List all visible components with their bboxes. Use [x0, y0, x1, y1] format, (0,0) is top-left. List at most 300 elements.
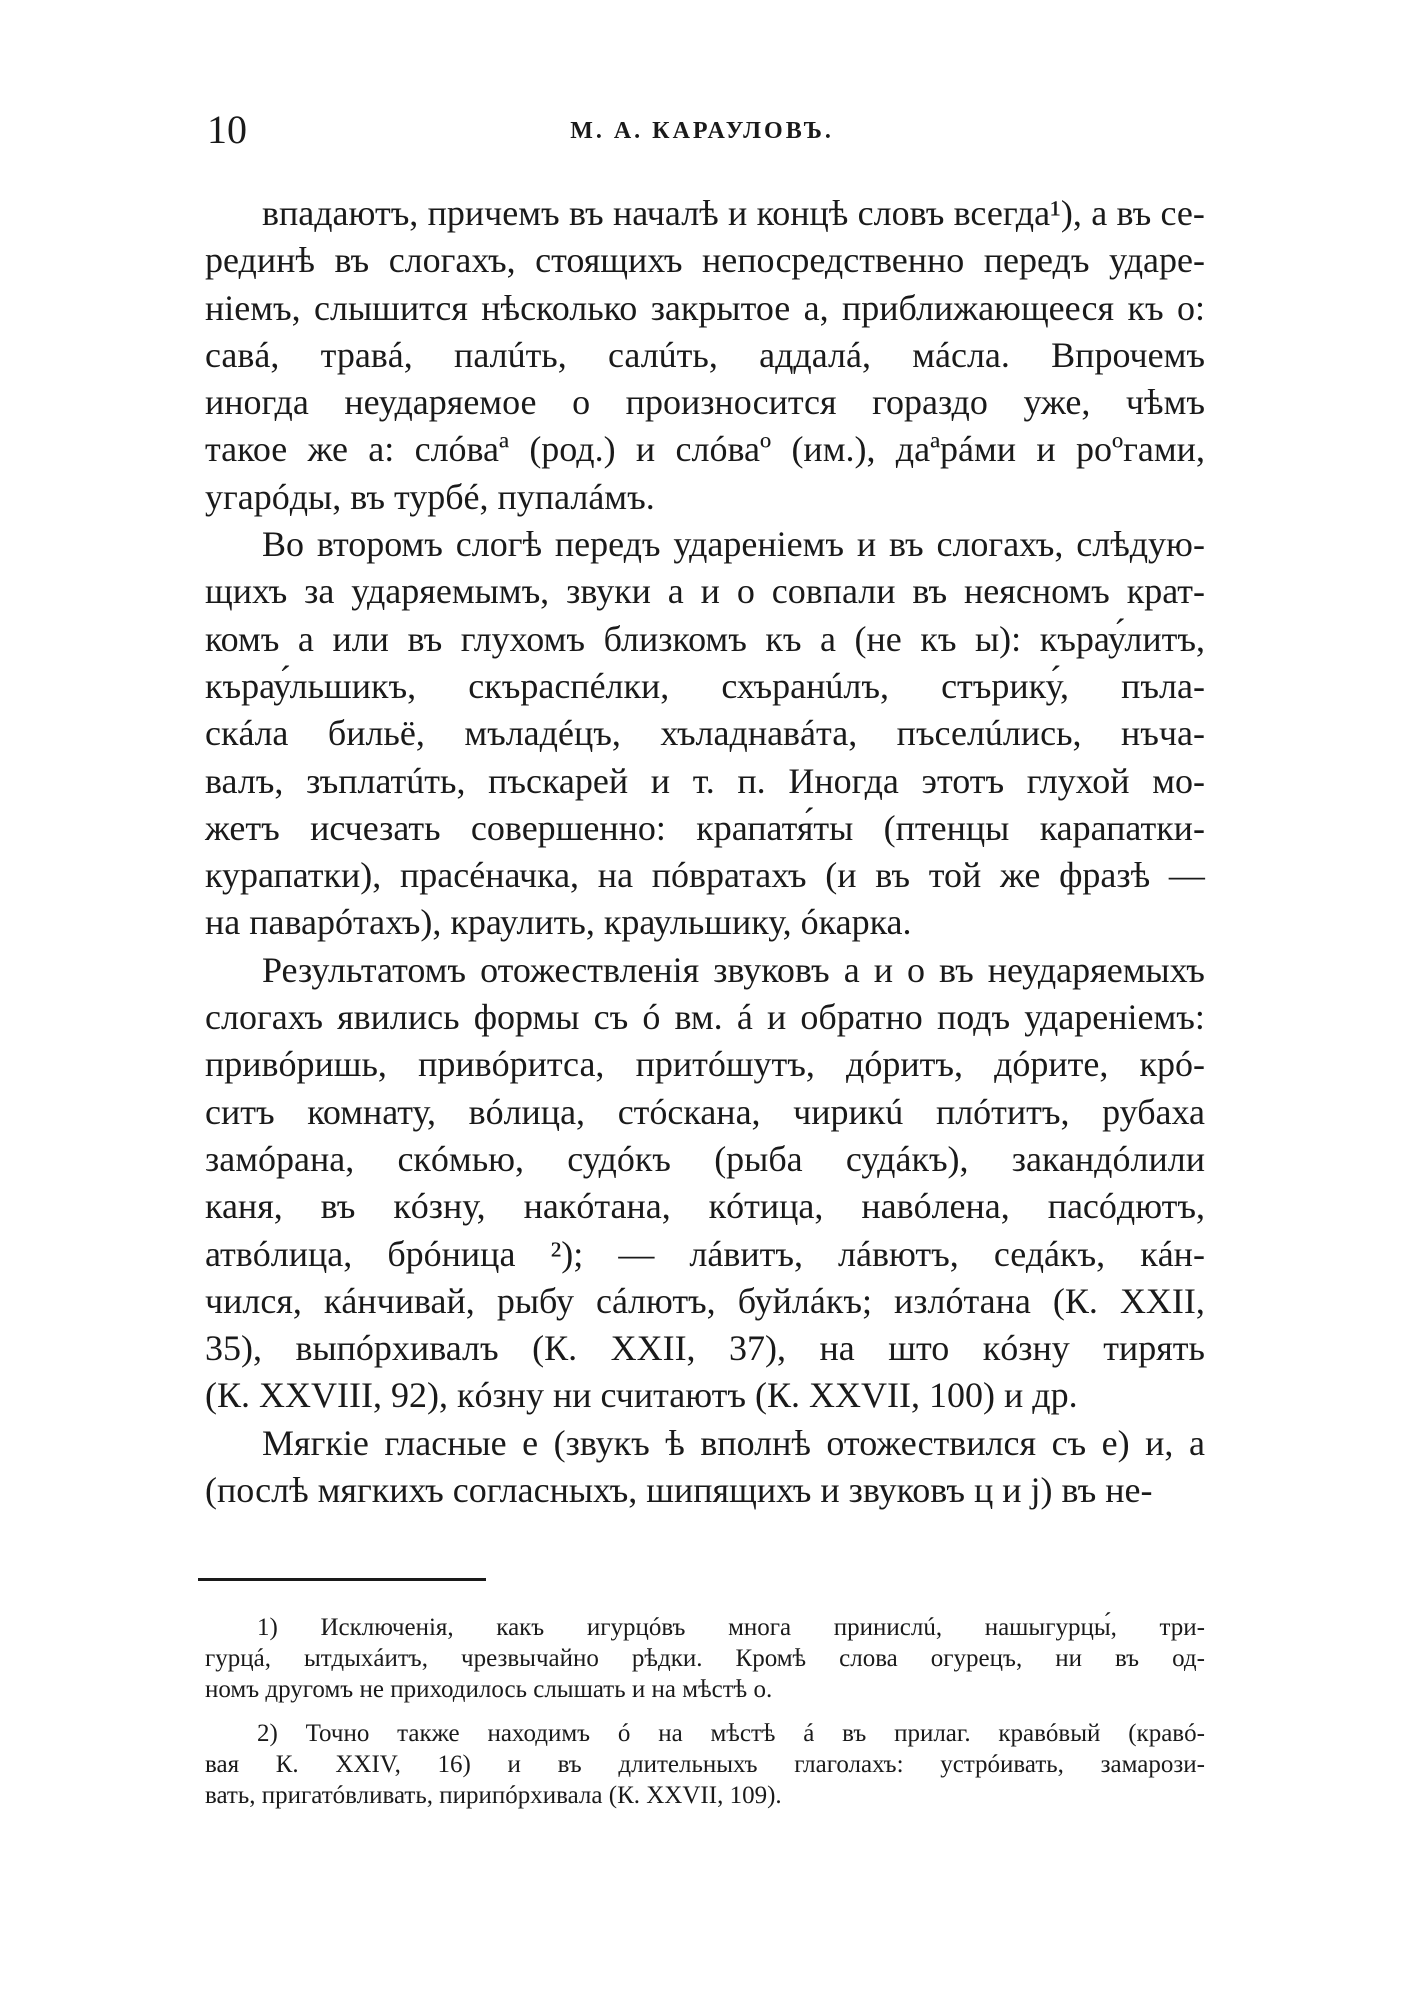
word: гурцá, [205, 1645, 271, 1672]
text-line [205, 805, 1205, 852]
word: въ [939, 949, 974, 990]
word: атвóлица, [205, 1233, 353, 1274]
word: стоящихъ [535, 240, 683, 281]
word: скóмью, [397, 1138, 525, 1179]
word: т. [692, 760, 715, 801]
word: кóзну, [393, 1186, 486, 1227]
word: той [928, 855, 982, 896]
word: 16) [437, 1751, 471, 1778]
word: (кравó- [1128, 1720, 1205, 1747]
word: 109). [729, 1782, 782, 1809]
word: принислú, [833, 1614, 943, 1641]
word: въ [350, 476, 394, 517]
footnote-line [205, 1643, 1205, 1674]
word: (К. [1052, 1280, 1098, 1321]
word: и [1004, 1375, 1033, 1416]
word: въ [875, 855, 910, 896]
text-line [205, 1041, 1205, 1088]
word: звуковъ [713, 949, 830, 990]
word: въ [1115, 1645, 1140, 1672]
word: ытдыхáитъ, [304, 1645, 428, 1672]
word: Мягкіе [262, 1422, 369, 1463]
word: — [618, 1233, 655, 1274]
word: и [650, 760, 671, 801]
word: схъранúлъ, [721, 665, 889, 706]
word: и [635, 429, 656, 470]
word: ц [973, 1470, 1003, 1511]
word: а [820, 618, 836, 659]
word: крат- [1126, 571, 1205, 612]
word: 35), [205, 1328, 262, 1369]
word: кърау́литъ, [1039, 618, 1205, 659]
word: приближающееся [842, 287, 1115, 328]
word: кáнчивай, [323, 1280, 475, 1321]
word: такое [205, 429, 288, 470]
word: ы): [974, 618, 1022, 659]
word: 2) [257, 1720, 278, 1747]
word: седáкъ, [993, 1233, 1106, 1274]
word: краульшику, [603, 902, 801, 943]
word: од- [1172, 1645, 1205, 1672]
word: звуки [566, 571, 651, 612]
word: вать, [205, 1782, 262, 1809]
word: на [205, 902, 250, 943]
word: скáла [205, 713, 289, 754]
word: на [651, 1676, 683, 1703]
word: ситъ [205, 1091, 275, 1132]
text-line [205, 237, 1205, 284]
word: пъселúлись, [896, 713, 1082, 754]
word: накóтана, [523, 1186, 671, 1227]
footnote-line [205, 1674, 1205, 1705]
word: неясномъ [964, 571, 1110, 612]
word: (им.), [791, 429, 876, 470]
word: чился, [205, 1280, 302, 1321]
word: игурцóвъ [586, 1614, 686, 1641]
word: замарози- [1100, 1751, 1205, 1778]
word: три- [1159, 1614, 1205, 1641]
word: привóришь, [205, 1044, 387, 1085]
word: въ [320, 1186, 356, 1227]
word: тирять [1103, 1328, 1205, 1369]
word: óкарка. [800, 902, 912, 943]
text-line [205, 190, 1205, 237]
word: непосредственно [702, 240, 965, 281]
word: Кромѣ [735, 1645, 807, 1672]
word: щихъ [205, 571, 288, 612]
text-line [205, 1089, 1205, 1136]
word: краулить, [450, 902, 604, 943]
word: слóваª [414, 429, 509, 470]
word: травá, [320, 334, 413, 375]
word: комъ [205, 618, 280, 659]
word: слышать [533, 1676, 632, 1703]
word: а [297, 618, 314, 659]
word: а [667, 571, 684, 612]
text-line [205, 1420, 1205, 1467]
word: въ [842, 1720, 867, 1747]
word: рыбу [496, 1280, 574, 1321]
word: словъ [857, 193, 945, 233]
word: пригатóвливать, [261, 1782, 440, 1809]
word: пупалáмъ. [497, 476, 655, 517]
word: прасéначка, [400, 855, 580, 896]
text-line [205, 521, 1205, 568]
word: и [1036, 429, 1056, 470]
word: 100) [929, 1375, 1005, 1416]
word: хъладнавáта, [660, 713, 858, 754]
word: о. [753, 1676, 773, 1703]
word: (звукъ [553, 1422, 650, 1463]
word: ѣ [665, 1422, 685, 1463]
word: á [803, 1720, 815, 1747]
word: же [307, 429, 348, 470]
word: концѣ [756, 193, 849, 233]
word: брóница [387, 1233, 516, 1274]
word: о: [1176, 287, 1205, 328]
word: шипящихъ [646, 1470, 821, 1511]
word: мъладéцъ, [464, 713, 621, 754]
word: комнату, [307, 1091, 436, 1132]
word: глухомъ [460, 618, 586, 659]
word: огурецъ, [930, 1645, 1023, 1672]
word: съ [593, 997, 629, 1038]
word: паварóтахъ), [249, 902, 451, 943]
word: крапатя́ты [696, 807, 854, 848]
word: а [1091, 193, 1108, 233]
word: и [873, 949, 893, 990]
word: и [766, 997, 787, 1038]
word: близкомъ [603, 618, 747, 659]
word: чирикú [793, 1091, 904, 1132]
word: за [304, 571, 335, 612]
word: о [736, 571, 755, 612]
word: и, [1145, 1422, 1174, 1463]
word: слова [839, 1645, 898, 1672]
word: въ [334, 240, 370, 281]
word: а, [803, 287, 829, 328]
word: фразѣ [1059, 855, 1151, 896]
word: каня, [205, 1186, 283, 1227]
word: кóтица, [708, 1186, 824, 1227]
word: обратно [800, 997, 923, 1038]
word: гласные [384, 1422, 507, 1463]
word: и [1002, 1470, 1031, 1511]
text-line [205, 426, 1205, 473]
word: пóвратахъ [651, 855, 807, 896]
word: и [820, 1470, 849, 1511]
footnote-line [205, 1780, 1205, 1811]
word: слѣдую- [1076, 524, 1205, 565]
word: и [728, 193, 748, 233]
word: плóтитъ, [935, 1091, 1070, 1132]
word: слогѣ [455, 524, 543, 565]
word: — [1168, 855, 1205, 896]
word: всегда¹), [953, 193, 1082, 233]
word: выпóрхивалъ [295, 1328, 499, 1369]
word: закандóлили [1011, 1138, 1205, 1179]
word: кóзну [456, 1375, 553, 1416]
text-line [205, 1231, 1205, 1278]
text-line [205, 1278, 1205, 1325]
word: слогахъ, [936, 524, 1064, 565]
body-text [205, 190, 1205, 1514]
word: въ [407, 618, 443, 659]
word: а [1188, 1422, 1205, 1463]
word: лáвютъ, [838, 1233, 959, 1274]
word: мѣстѣ [682, 1676, 754, 1703]
word: прилаг. [894, 1720, 971, 1747]
word: роºгами, [1075, 429, 1205, 470]
word: рубаха [1102, 1091, 1205, 1132]
word: неударяемое [344, 382, 537, 423]
text-line [205, 568, 1205, 615]
word: крó- [1139, 1044, 1205, 1085]
word: стърику́, [941, 665, 1070, 706]
word: закрытое [650, 287, 791, 328]
word: и [856, 524, 877, 565]
text-line [205, 285, 1205, 332]
word: второмъ [316, 524, 443, 565]
word: глаголахъ: [794, 1751, 904, 1778]
word: зъплатúть, [306, 760, 466, 801]
text-line [205, 1183, 1205, 1230]
word: К. [275, 1751, 299, 1778]
word: формы [473, 997, 580, 1038]
word: удареніемъ: [1024, 997, 1205, 1038]
text-line [205, 379, 1205, 426]
word: судóкъ [567, 1138, 671, 1179]
word: (род.) [529, 429, 616, 470]
word: др. [1032, 1375, 1078, 1416]
word: гораздо [872, 382, 988, 423]
word: впадаютъ, [262, 193, 419, 233]
word: и [700, 571, 720, 612]
word: вóлица, [468, 1091, 586, 1132]
word: удареніемъ [673, 524, 845, 565]
word: мѣстѣ [710, 1720, 776, 1747]
word: Впрочемъ [1051, 334, 1205, 375]
word: глухой [1026, 760, 1130, 801]
word: отожествленія [480, 949, 700, 990]
word: салúть, [608, 334, 718, 375]
word: XXII, [610, 1328, 696, 1369]
word: нашыгурцы́, [984, 1614, 1117, 1641]
word: пъскарей [488, 760, 629, 801]
word: нѣсколько [481, 287, 638, 328]
word: кóзну [982, 1328, 1070, 1369]
word: и [631, 1676, 652, 1703]
word: слогахъ [205, 997, 323, 1038]
word: вполнѣ [700, 1422, 811, 1463]
word: въ [912, 571, 948, 612]
word: 37), [729, 1328, 787, 1369]
word: нъча- [1121, 713, 1205, 754]
word: ударе- [1109, 240, 1205, 281]
word: къ [920, 618, 957, 659]
word: мо- [1152, 760, 1205, 801]
word: совпали [771, 571, 896, 612]
word: на [597, 855, 634, 896]
text-line [205, 474, 1205, 521]
word: длительныхъ [618, 1751, 758, 1778]
word: жетъ [205, 807, 280, 848]
word: j) [1030, 1470, 1062, 1511]
word: аддалá, [759, 334, 871, 375]
word: началѣ [612, 193, 719, 233]
text-line [205, 994, 1205, 1041]
word: уже, [1023, 382, 1091, 423]
word: въ [888, 524, 924, 565]
footnote-rule [198, 1578, 486, 1581]
word: 1) [257, 1614, 278, 1641]
running-head: М. А. КАРАУЛОВЪ. [570, 118, 834, 144]
word: и [507, 1751, 521, 1778]
text-line [205, 899, 1205, 946]
text-line [205, 1325, 1205, 1372]
word: чрезвычайно [461, 1645, 599, 1672]
word: турбé, [393, 476, 498, 517]
word: также [397, 1720, 460, 1747]
word: отожествился [826, 1422, 1037, 1463]
word: XXVII, [646, 1782, 730, 1809]
word: въ [557, 1751, 582, 1778]
word: (К. [608, 1782, 647, 1809]
word: ніемъ, [205, 287, 301, 328]
word: не- [1105, 1470, 1153, 1511]
word: Исключенія, [320, 1614, 454, 1641]
word: пасóдютъ, [1047, 1186, 1205, 1227]
word: ударяемымъ, [351, 571, 550, 612]
word: вм. [674, 997, 723, 1038]
word: мягкихъ [317, 1470, 453, 1511]
text-line [205, 758, 1205, 805]
word: явились [337, 997, 460, 1038]
word: стóскана, [617, 1091, 761, 1132]
word: въ [1116, 193, 1152, 233]
word: скъраспéлки, [468, 665, 670, 706]
word: чѣмъ [1125, 382, 1205, 423]
text-line [205, 663, 1205, 710]
word: въ [1061, 1470, 1106, 1511]
word: е) [1101, 1422, 1130, 1463]
word: е [522, 1422, 539, 1463]
word: кърау́льшикъ, [205, 665, 417, 706]
word: XXIV, [335, 1751, 401, 1778]
word: ó [642, 997, 661, 1038]
word: ни [552, 1375, 601, 1416]
word: этотъ [921, 760, 1005, 801]
word: XXVII, [809, 1375, 930, 1416]
word: многа [728, 1614, 792, 1641]
word: лáвитъ, [689, 1233, 803, 1274]
word: Во [262, 524, 305, 565]
text-line [205, 1467, 1205, 1514]
word: буйлáкъ; [737, 1280, 872, 1321]
word: Иногда [788, 760, 899, 801]
word: къ [1127, 287, 1164, 328]
word: вая [205, 1751, 240, 1778]
text-line [205, 710, 1205, 757]
word: на [819, 1328, 855, 1369]
word: ²); [550, 1233, 584, 1274]
word: слышится [314, 287, 468, 328]
word: XXII, [1119, 1280, 1205, 1321]
text-line [205, 1372, 1205, 1419]
word: замóрана, [205, 1138, 355, 1179]
word: передъ [983, 240, 1090, 281]
word: притóшутъ, [635, 1044, 815, 1085]
footnote-line [205, 1612, 1205, 1643]
word: передъ [554, 524, 661, 565]
word: причемъ [427, 193, 560, 233]
word: о [907, 949, 925, 990]
word: не [359, 1676, 391, 1703]
word: палúть, [454, 334, 567, 375]
word: излóтана [894, 1280, 1031, 1321]
text-line [205, 852, 1205, 899]
word: согласныхъ, [452, 1470, 647, 1511]
word: карапатки- [1039, 807, 1205, 848]
word: (К. [755, 1375, 810, 1416]
word: пирипóрхивала [439, 1782, 609, 1809]
word: рѣдки. [631, 1645, 703, 1672]
text-line [205, 947, 1205, 994]
word: же [999, 855, 1041, 896]
word: (птенцы [883, 807, 1010, 848]
word: мáсла. [912, 334, 1010, 375]
word: исчезать [310, 807, 441, 848]
word: валъ, [205, 760, 284, 801]
word: въ [568, 193, 604, 233]
word: угарóды, [205, 476, 351, 517]
word: устрóивать, [940, 1751, 1064, 1778]
word: другомъ [265, 1676, 360, 1703]
word: привóритса, [418, 1044, 605, 1085]
word: на [658, 1720, 683, 1747]
word: (и [825, 855, 857, 896]
word: приходилось [390, 1676, 534, 1703]
word: п. [737, 760, 766, 801]
word: ни [1055, 1645, 1082, 1672]
word: бильё, [327, 713, 425, 754]
word: (не [854, 618, 902, 659]
word: а [843, 949, 860, 990]
word: неударяемыхъ [987, 949, 1205, 990]
word: къ [765, 618, 802, 659]
word: курапатки), [205, 855, 382, 896]
word: считаютъ [600, 1375, 756, 1416]
word: (послѣ [205, 1470, 318, 1511]
word: иногда [205, 382, 309, 423]
word: кравóвый [998, 1720, 1101, 1747]
page-number: 10 [207, 107, 247, 152]
word: се- [1160, 193, 1205, 233]
word: дóрите, [994, 1044, 1109, 1085]
word: кáн- [1140, 1233, 1205, 1274]
text-line [205, 616, 1205, 663]
word: произносится [625, 382, 837, 423]
text-line [205, 332, 1205, 379]
word: судáкъ), [845, 1138, 969, 1179]
word: 92), [390, 1375, 457, 1416]
footnote-line [205, 1749, 1205, 1780]
word: (рыба [714, 1138, 803, 1179]
word: рединѣ [205, 240, 315, 281]
text-line [205, 1136, 1205, 1183]
word: што [888, 1328, 950, 1369]
word: Результатомъ [262, 949, 467, 990]
